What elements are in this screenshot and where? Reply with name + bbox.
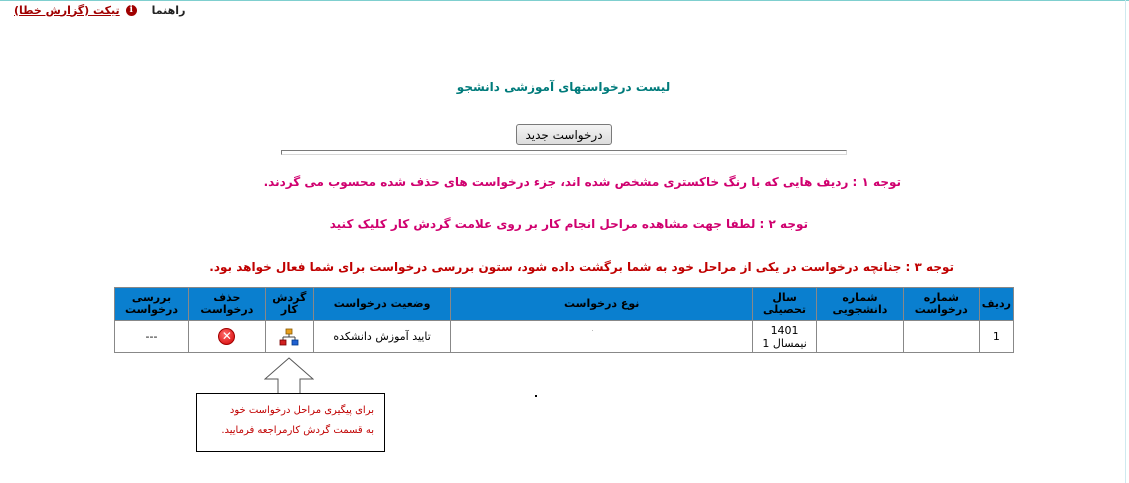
page-title-text: لیست درخواستهای آموزشی دانشجو — [456, 80, 671, 94]
note-2: توجه ۲ : لطفا جهت مشاهده مراحل انجام کار بر روی علامت گردش کار کلیک کنید — [329, 217, 808, 231]
cell-academic-year — [753, 321, 817, 353]
header-workflow: گردش کار — [265, 288, 313, 321]
cell-semester-value: نیمسال 1 — [762, 336, 807, 350]
stray-dot — [592, 330, 593, 331]
info-icon[interactable]: i — [126, 5, 137, 16]
cell-request-type — [451, 321, 753, 353]
top-toolbar — [14, 3, 185, 17]
help-link[interactable]: راهنما — [151, 3, 186, 17]
table-header-row — [115, 288, 1014, 321]
header-student-no: شماره دانشجویی — [817, 288, 904, 321]
cell-request-status: تایید آموزش دانشکده — [313, 321, 451, 353]
note-3: توجه ۳ : جنانچه درخواست در یکی از مراحل خود به شما برگشت داده شود، ستون بررسی درخواست برای شما فعال خواهد بود. — [209, 260, 954, 274]
cell-student-no — [817, 321, 904, 353]
requests-table — [114, 287, 1014, 353]
ticket-link[interactable]: تیکت (گزارش خطا) — [14, 3, 120, 17]
note-1: توجه ۱ : ردیف هایی که با رنگ خاکستری مشخص شده اند، جزء درخواست های حذف شده محسوب می گردند. — [263, 175, 901, 189]
stray-dot — [535, 395, 537, 397]
cell-workflow — [265, 321, 313, 353]
page-title — [0, 80, 1129, 94]
top-border-line — [0, 0, 1129, 1]
cell-row-no: 1 — [979, 321, 1013, 353]
tooltip-line-1: برای پیگیری مراحل درخواست خود — [229, 405, 374, 416]
arrow-up-icon — [264, 357, 314, 395]
header-row-no: ردیف — [979, 288, 1013, 321]
delete-icon[interactable]: ✕ — [218, 328, 235, 345]
tooltip-line-2: به قسمت گردش کارمراجعه فرمایید. — [221, 425, 374, 436]
divider — [281, 150, 847, 155]
header-request-status: وضعیت درخواست — [313, 288, 451, 321]
workflow-icon[interactable] — [279, 328, 299, 346]
cell-delete — [188, 321, 265, 353]
header-request-type: نوع درخواست — [451, 288, 753, 321]
new-request-button[interactable]: درخواست جدید — [516, 124, 612, 145]
cell-year-value: 1401 — [770, 323, 799, 337]
header-review-request: بررسی درخواست — [115, 288, 189, 321]
cell-review: --- — [115, 321, 189, 353]
cell-request-no — [903, 321, 979, 353]
right-border-line — [1125, 0, 1126, 483]
header-request-no: شماره درخواست — [903, 288, 979, 321]
header-delete-request: حذف درخواست — [188, 288, 265, 321]
table-row — [115, 321, 1014, 353]
header-academic-year: سال تحصیلی — [753, 288, 817, 321]
workflow-tooltip — [196, 393, 385, 452]
